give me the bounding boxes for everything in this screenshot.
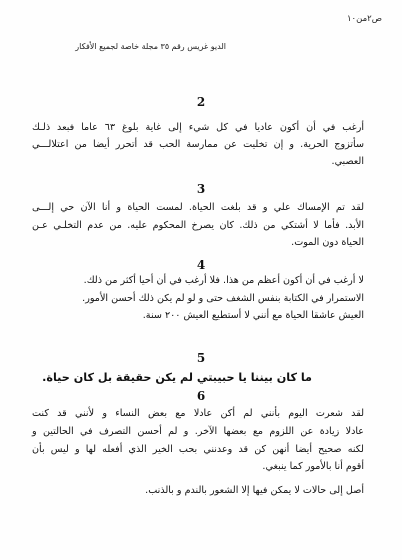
section-paragraph	[32, 199, 364, 252]
section-number: 2	[196, 95, 206, 109]
paragraph-line: ما كان بيننا يا حبيبتي لم يكن حقيقة بل كان حياة.	[42, 371, 312, 384]
section-number: 5	[196, 351, 206, 365]
paragraph-line: الاستمرار في الكتابة بنفس الشغف حتى و لو لم يكن ذلك أحسن الأمور.	[82, 292, 364, 304]
paragraph-line: لا أرغب في أن أكون أعظم من هذا. فلا أرغب في أن أحيا أكثر من ذلك.	[83, 275, 364, 286]
section-number: 3	[196, 182, 206, 196]
paragraph-line: أقوم أنا بالأمور كما ينبغي.	[262, 461, 364, 473]
section-number: 4	[196, 258, 206, 272]
paragraph-line: الحياة دون الموت.	[291, 237, 364, 248]
paragraph-line: عادلا زيادة عن اللزوم مع بعضها الآخر. و لم أحسن التصرف في الحالتين و	[32, 425, 364, 437]
paragraph-line: العيش عاشقا الحياة مع أنني لا أستطيع العيش ٢٠٠ سنة.	[142, 310, 364, 321]
paragraph-line: العصبي.	[331, 156, 364, 167]
paragraph-line: سأتزوج الحرية. و إن تخليت عن ممارسة الحب قد أتحرر أيضا من اعتلالـــي	[32, 139, 364, 150]
paragraph-line: لقد شعرت اليوم بأنني لم أكن عادلا مع بعض النساء و لأنني قد كنت	[32, 408, 364, 419]
page-number: ص٢من١٠	[346, 14, 382, 24]
section-paragraph	[32, 272, 364, 325]
section-paragraph	[32, 405, 364, 500]
source-line: الديو غريس رقم ٣٥ مجلة خاصة لجميع الأفكار	[75, 42, 226, 51]
paragraph-line: أرغب في أن أكون عاديا في كل شيء إلى غاية بلوغ ٦٣ عاما فبعد ذلـك	[32, 122, 364, 133]
paragraph-line: الأبد. فأما لا أشتكي من ذلك. كان يصرخ المحكوم عليه. من عدم التخلـي عـن	[32, 219, 364, 231]
paragraph-line: لكنه صحيح أيضا أنهن كن قد وعدنني بحب الخير الذي أفعله لها و ليس بأن	[32, 443, 364, 455]
section-paragraph	[32, 119, 364, 170]
paragraph-line: أصل إلى حالات لا يمكن فيها إلا الشعور بالندم و بالذنب.	[145, 485, 364, 497]
section-number: 6	[196, 389, 206, 403]
section-paragraph	[32, 369, 312, 386]
paragraph-line: لقد تم الإمساك علي و قد بلغت الحياة. لمست الحياة و أنا الآن حي إلـــى	[32, 202, 364, 213]
